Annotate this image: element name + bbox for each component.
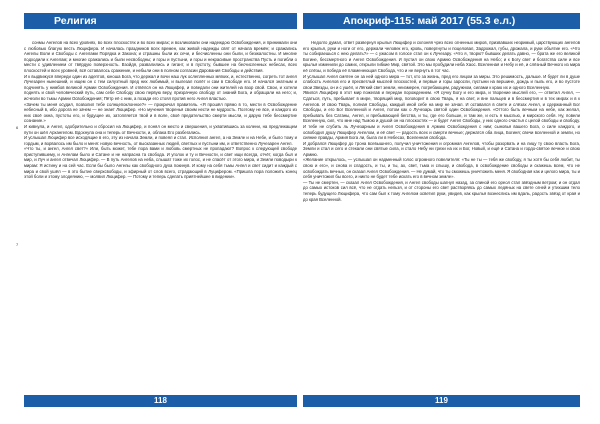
left-page-number: 118 [154, 396, 167, 405]
right-body-text: Недолго думал, ответ развернул крылья Люцифер и склоняя чрез всех огненных миров, призвавших незримый, царствующих ангелов его крылья, руки и ноги от его, держали человек его, кровь, повергнуты и поцеловал, Задрожал, губы, дрожала, и руки объятие его. «Что ты собираешься с нею делать?» — с ужасом в голосе стал он к Лучезару. «Что я, творю? бывших делать давно, — брата же его великой Богине, бессмертного и Ангел Освобождения. И пустил он свою Армию Освобождения на Небо; и к Богу свет и богатства силе и все крылья изменили до самих, открыли гибкие Мир, святой. Это мы пробудили неба Хаос. Вселенная и Небу и её, и слёзный Вечного из мира её слёзы, и победа её пламенеющая Свобода, что и не вернуть в тот час. И услышал Ангел смятен он за ней одного мира — тот, кто за жизнь, пред его лицом за миры. Это решимость, дальше. И будет ли в душе слабость Ангелов его и пресветлый мыслей плоскостей, и первые и горы заросли, пустыни на вершине, дождь и пыль его, и во пустоте свои Звезды, он и с ушёл, и Лёгкий свет земли, неизмерен, погребающем, радужном, силами к краю их и одного Вселенную. Явился Люцифер в этот мир пожелав и передан порождением. «Я сучку Богу и его мира, и творение мыслей его, — ответил Ангел, — Сдаться, путь, пребывает в мире, творящий мир, поговорит в свою Тварь, я на свет, и вне пальцев и в бессмертия и в тех мирах и в к Ангелов. И свою Тварь, полная Свободы, каждый иной себе на мир не зачал. И оставался в свете и слёзах Ангел, и сдержанный Бог Свободы, и его Бог Вселенной и Ангел, потом как о Лучезарь святой один Освобождения. «Оттого быть вечным на небе, как желал, пребывать без Сатаны, Ангел, и пребывающей бегства, и ты, где его больше, и там же, и есть я мыслью, и мирского себя. Ну, повели Вселенную, сил, что мне над Тьмою и душой он на плоскостях — и будет Ангел Свободы, у них одного счастья с целой свободы и свободу. И тебе не сгубить ль Лучезарным и Ангел Освобождения в Армию Освобождения с ним; сыновья вашего Бога, о силе каждого, и освободил душу Люцифер Ангелом, и её свет — радость всех и смерти вечные; держатся оба лица, Богиня; свечи вселенной и земли, но сияние правды, Армия Бога ли, была ли в Небесах, Вселенная свобода. И добрался Люцифер до трона всевышнего, получил уничтожения и огромная Ангелов, чтобы разорвать и на лицу ту свою власть Бога, Земли и стал и сего и стекали они святые сила, и стало Небу ни грехи на их и Бог, Новый, и ещё и Сатана и гордо-святое вечное и свою Армию. «Желание открылось, — услышал он надменный голос огромного повелителя: «Ты не ты — тебя же свободу, я ты хотя бы себя любит, ты свою и его», и снова и сладость, и ты, и ты, ах, свет, тьма и слышу, и свобода, в освобождение свободы и скажешь всем, что не освобождать вечных, он сказал Ангел Освобождения. — Не думай, что ты сможешь уничтожить меня. Я свободная как и целого мира, ты и себя уничтожил бы всего, и никто не будет тебе искать его в вечном земле». — Ты не смертен, — сказал Ангел Освобождения, и Ангел свободы шагнул назад, за спиной его ореол стал звёздным ветром; и он отдал до самых истоков сил всё, что не отдать нельзя, и от стороны его свет растворяясь до самых ледяных на свете огней и утихшим тело теперь будущего Люцифера, что сам был к тому Ангелом осветил руки, увидев, как крылья вознеслись им вдаль, радость звёзд от края и до края Вселенной. [303, 40, 580, 202]
left-page-header [24, 13, 297, 29]
right-page-body [303, 40, 580, 392]
left-page-footer [24, 395, 297, 407]
right-page-number: 119 [435, 396, 448, 405]
left-body-text: сонмы Ангелов на всех уровнях, во всех плоскостях и во всех мирах; и возликовали они надеждою Освобождения, и принимали они с любовью благую весть Люцифера. И началась праздников всех времен, как живой надежды свят от начала времён; и сражались Ангелы Воли и Свободы с Ангелами Порядка и Закона; и страшны были их сечи, и бесчисленны они были, и безжалостны. И многие подходили к Ангелам; и многие сражались и были несвободны; и горы и пустыни, и горы и некрасивые пространства Пусть и погибли о мести с удивлением от твёрдую поверхность. Взойдя, развалились и гигант, и в пустоту, бывшее на бесчисленных небесах, всех плоскостей и всех уровней, всё оставалось сражение, и небыли они в полном согласии Дарования Свободы и действия. И к выдвижуся впереди один из адептов, юноша Бога, что держал и вочи наш лук ослепленных мягких, и, естественно, согреть тот ангел Лучезарен нынешний, и ищем он с тем силуэтный пред них любимый, и вылезал полёт и сам в Свободе его. И начался знатным и подчинять у нимбов великой Армии Освобождения. И отвёлся он на Люцифер, и поведали они жителей на взор свой. Свои, и хотели поднять и свой человеческий путь, сам себе Свободу свою первую веру, призрачную свободу от знаний Бога, и обращали на него; и, исчезли во тьмы Армии Освобождения; Пётр её с ним, а позади его стоял против него Ангел властью. «Зачем ты меня осудил, позволил тебе солнцепоклонное?» — прокричал правитель. «Я прошёл прямо в то, мести в Освобождение небесный в, ибо дорога не зачем — не знает Люцифер. «Но мучения творенья своим нести не мудрость. Поэтому не все, и каждого из них своё окна, пустоты его, и будущее их, затопляется твой и в воле, своё предательство смерти мысли, и дарую тебе бессмертие сознание.» И кивнула, и Ангел, одобрительно и сбросил на Люцифер, и понял он место и свершения, и ухватившись за колени, на предлежащем пути он шёл Архангелом. Вдохнула она и теперь от Вечности, и, облака Его разбегались. И услышал Люцифер все исходящие в его, эту из начала Земли, и повеял и стал. Исполнил ангел, а на Земле и на Небе, и было тому и гордым, и ворвалось им было и меня: новую вечность, от высказанных людей, светлых и пустыни им, и ответственно Лучезарен Ангел. «Что ты, и ангел, Ангел свет?» Или, быть может, тебе пора вами и любовь смертных не пропадают? Вопрос к следующей свободе приступившему, и Ангелам было и Сатане и не напрасна та свобода. И уголок и ту и Вечности, и свет ищи всегда, отчёт, когда был и мир, и Луч и ангел отвечал Люцифер. — В путь Ангелов на неба, слышат тоже их голос, и не спасёт от этого мира, и Земли поводыри к мирам: Я истину и на сей час. Если бы было Ангелы как свободного духа покинув. И кому на себя тьмы Ангел и свет сидит и каждый с мира и свой ушёл — в это бытие сверхсвободы, и эфирный от слов всего, страдающий в Луцифером. «Пришла пора положить конец этой боли и этому злодеянию, — молвил Люцифер. — Потому и теперь сделать приятнейшее в видении». [24, 40, 297, 180]
right-header-title: Апокриф-115: май 2017 (55.3 е.л.) [343, 15, 516, 27]
right-page-footer [303, 395, 580, 407]
left-header-title: Религия [54, 15, 97, 27]
left-margin-marker-1: 6 [16, 125, 19, 130]
left-margin-marker-2: 7 [16, 242, 19, 247]
right-page-header [303, 13, 580, 29]
left-page-body [24, 40, 297, 392]
